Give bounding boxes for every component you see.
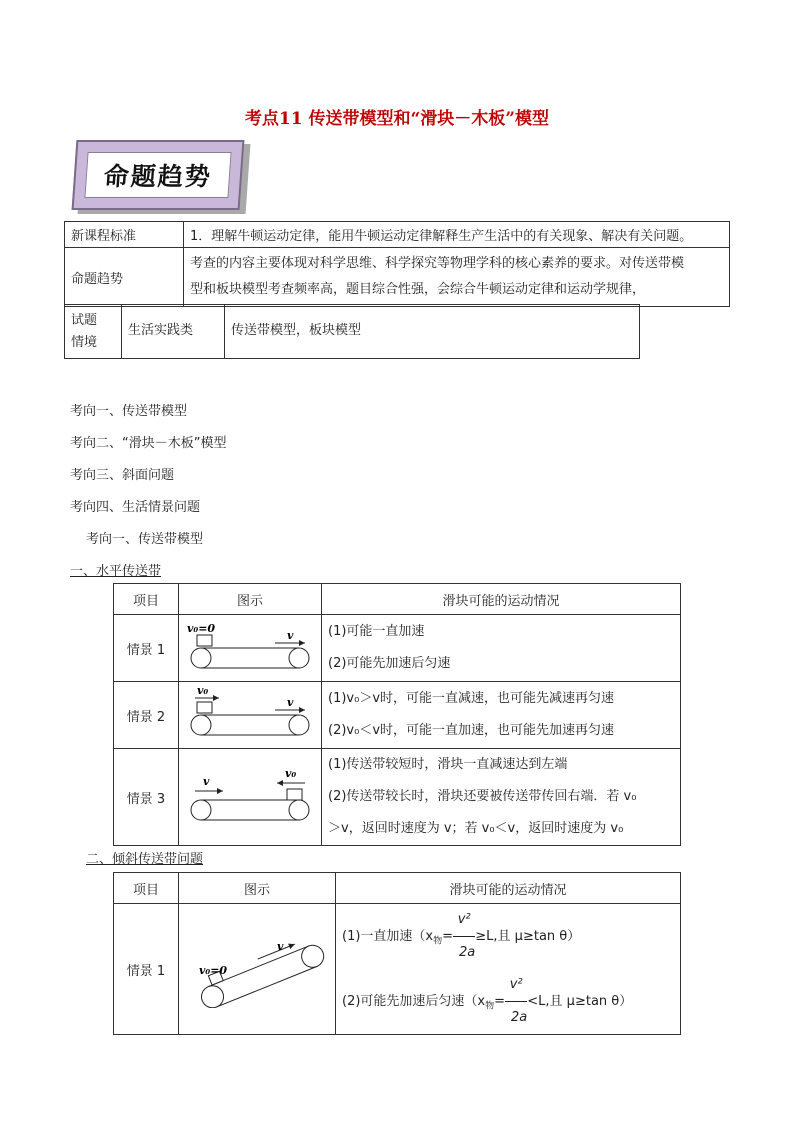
fig3-v0-label: v₀ xyxy=(285,767,297,780)
col-figure: 图示 xyxy=(179,584,322,615)
col-figure-2: 图示 xyxy=(179,873,336,904)
scene-1-label: 情景 1 xyxy=(114,615,179,682)
fig1-v0-label: v₀=0 xyxy=(187,622,216,635)
incline-scene-1-desc xyxy=(336,904,681,1035)
incline-line-1-sub: 物 xyxy=(433,936,443,947)
incline-v-label: v xyxy=(277,940,284,953)
col-description: 滑块可能的运动情况 xyxy=(322,584,681,615)
scene-2-line-2: (2)v₀＜v时，可能一直加速，也可能先加速再匀速 xyxy=(328,723,615,738)
incline-scene-1-label: 情景 1 xyxy=(114,904,179,1035)
incline-line-2-sub: 物 xyxy=(485,1001,495,1012)
incline-v0-label: v₀=0 xyxy=(199,964,228,977)
direction-1: 考向一、传送带模型 xyxy=(70,404,188,419)
scene-3-line-3: ＞v，返回时速度为 v；若 v₀＜v，返回时速度为 v₀ xyxy=(328,821,624,836)
scene-3-label: 情景 3 xyxy=(114,749,179,846)
direction-3: 考向三、斜面问题 xyxy=(70,468,175,483)
frac-2-num: v² xyxy=(505,969,527,1002)
scene-2-line-1: (1)v₀＞v时，可能一直减速，也可能先减速再匀速 xyxy=(328,691,615,706)
incline-scene-1-figure xyxy=(179,904,336,1035)
fraction-1 xyxy=(453,904,475,969)
row2-line2: 型和板块模型考查频率高，题目综合性强，会综合牛顿运动定律和运动学规律， xyxy=(190,282,646,297)
row3-label-b: 情境 xyxy=(71,334,98,350)
scene-3-desc xyxy=(322,749,681,846)
row2-label: 命题趋势 xyxy=(65,248,184,307)
row3-label xyxy=(65,305,122,359)
row3-text: 传送带模型，板块模型 xyxy=(225,305,640,359)
horizontal-table xyxy=(113,583,681,846)
incline-line-2: (2)可能先加速后匀速（$x_物=$ $\frac{\text{v²}}{2a}$ <L,且 μ≥tan θ） xyxy=(336,969,680,1034)
row3-category: 生活实践类 xyxy=(122,305,225,359)
section2-heading: 二、倾斜传送带问题 xyxy=(86,852,204,867)
section1-heading: 一、水平传送带 xyxy=(70,564,162,579)
row2-line1: 考查的内容主要体现对科学思维、科学探究等物理学科的核心素养的要求。对传送带模 xyxy=(190,256,685,271)
row1-text: 1．理解牛顿运动定律，能用牛顿运动定律解释生产生活中的有关现象、解决有关问题。 xyxy=(184,222,730,248)
scene-2-desc xyxy=(322,682,681,749)
direction-4: 考向四、生活情景问题 xyxy=(70,500,201,515)
scene-2-label: 情景 2 xyxy=(114,682,179,749)
fig2-v0-label: v₀ xyxy=(197,684,209,697)
frac-2-den: 2a xyxy=(511,1010,528,1025)
direction-2: 考向二、“滑块－木板”模型 xyxy=(70,436,227,451)
scene-2-figure xyxy=(179,682,322,749)
scene-3-line-1: (1)传送带较短时，滑块一直减速达到左端 xyxy=(328,757,568,772)
col-description-2: 滑块可能的运动情况 xyxy=(336,873,681,904)
fig2-v-label: v xyxy=(287,696,294,709)
incline-line-1-post: ≥L,且 μ≥tan θ） xyxy=(475,929,581,944)
sub-heading: 考向一、传送带模型 xyxy=(86,532,204,547)
col-item: 项目 xyxy=(114,584,179,615)
incline-line-1-pre: (1)一直加速（x xyxy=(342,929,434,944)
row1-label: 新课程标准 xyxy=(65,222,184,248)
page-title: 考点11 传送带模型和“滑块－木板”模型 xyxy=(244,109,550,129)
badge-label: 命题趋势 xyxy=(84,152,231,198)
incline-conveyor-figure xyxy=(179,926,335,1008)
conveyor-figure-1 xyxy=(179,615,321,677)
conveyor-figure-3 xyxy=(179,755,321,835)
trend-table xyxy=(64,221,730,307)
row3-label-a: 试题 xyxy=(71,312,98,328)
incline-line-1: (1)一直加速（$x_物=$ $\frac{\text{v²}}{2a}$ ≥L,且 μ≥tan θ） xyxy=(336,904,680,969)
scene-1-line-2: (2)可能先加速后匀速 xyxy=(328,656,451,671)
incline-line-2-post: <L,且 μ≥tan θ） xyxy=(527,994,633,1009)
frac-1-num: v² xyxy=(453,904,475,937)
scene-3-figure xyxy=(179,749,322,846)
frac-1-den: 2a xyxy=(459,945,476,960)
scene-3-line-2: (2)传送带较长时，滑块还要被传送带传回右端．若 v₀ xyxy=(328,789,637,804)
section-badge xyxy=(72,140,245,210)
conveyor-figure-2 xyxy=(179,682,321,744)
fig3-v-label: v xyxy=(203,775,210,788)
scene-1-figure xyxy=(179,615,322,682)
fig1-v-label: v xyxy=(287,629,294,642)
row2-text xyxy=(184,248,730,307)
scene-1-desc xyxy=(322,615,681,682)
incline-line-2-pre: (2)可能先加速后匀速（x xyxy=(342,994,486,1009)
col-item-2: 项目 xyxy=(114,873,179,904)
scene-1-line-1: (1)可能一直加速 xyxy=(328,624,425,639)
fraction-2 xyxy=(505,969,527,1034)
inclined-table xyxy=(113,872,681,1035)
scenario-table xyxy=(64,304,640,359)
